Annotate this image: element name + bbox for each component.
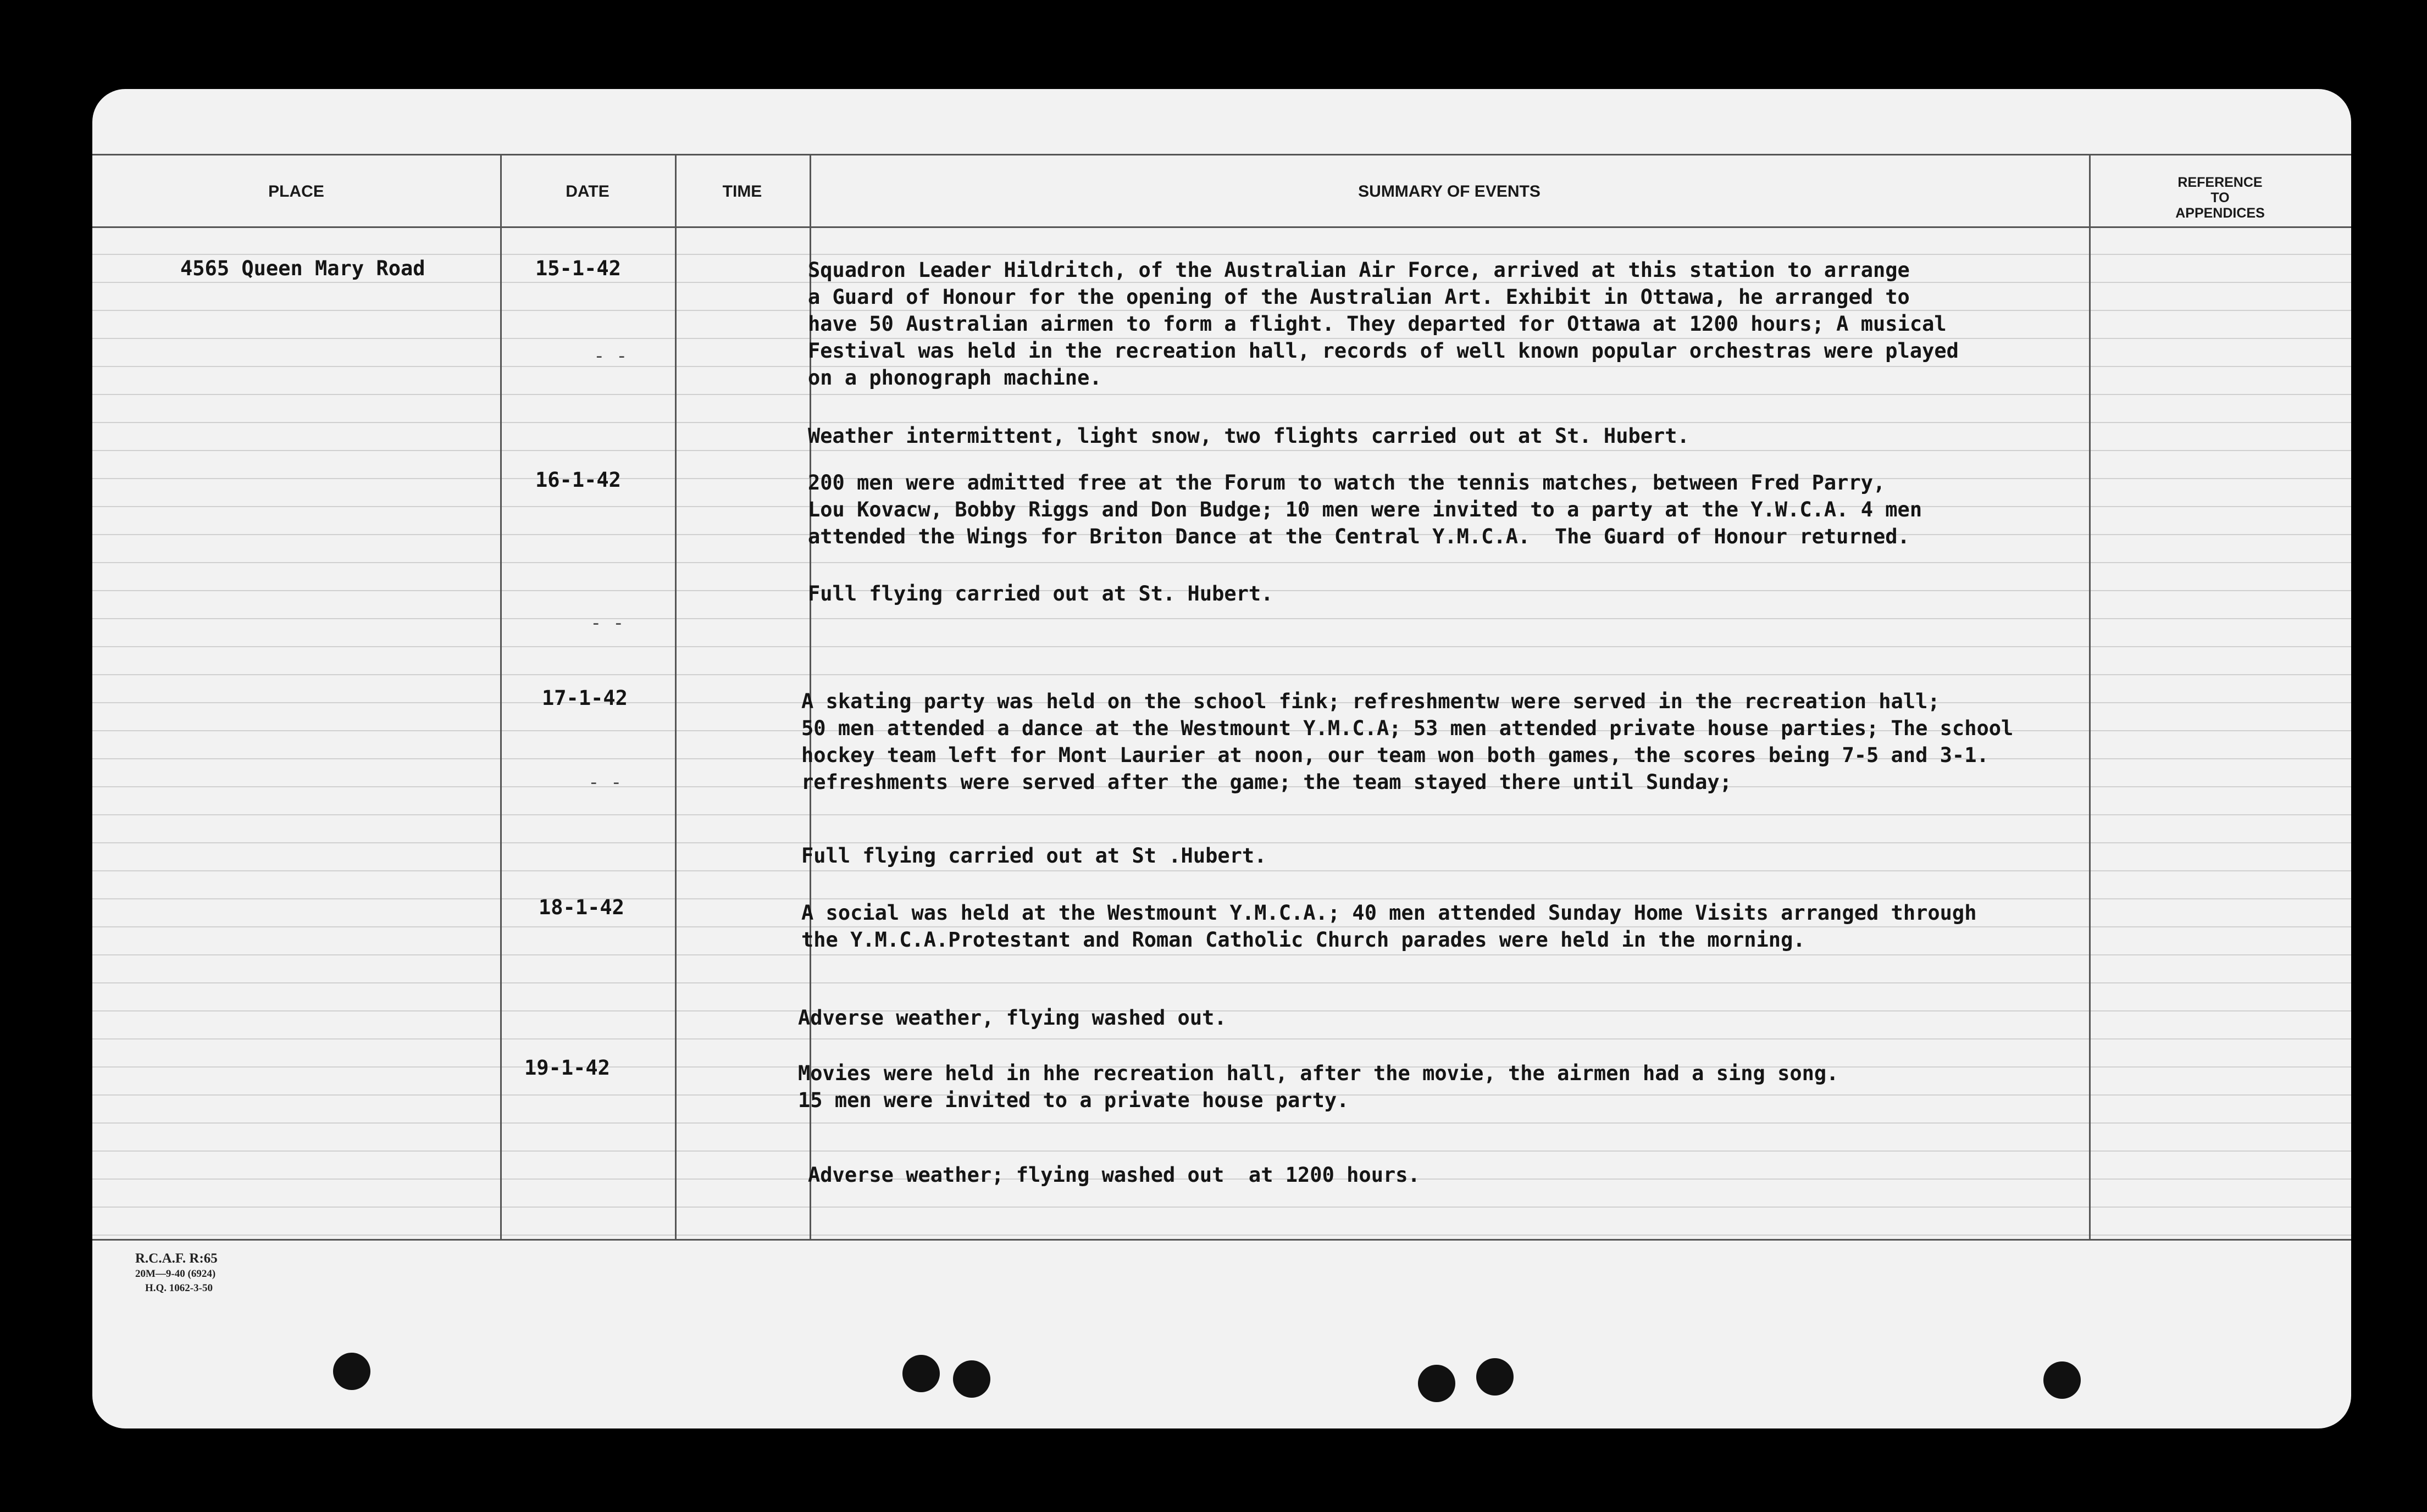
ruled-line xyxy=(92,1150,2351,1152)
ruled-line xyxy=(92,1038,2351,1040)
header-place: PLACE xyxy=(268,182,324,201)
form-card xyxy=(92,89,2351,1428)
ruled-line xyxy=(92,1235,2351,1236)
ruled-line xyxy=(92,1207,2351,1208)
summary-line: Lou Kovacw, Bobby Riggs and Don Budge; 10 men were invited to a party at the Y.W.C.A. 4 men xyxy=(808,498,1922,521)
ruled-line xyxy=(92,562,2351,563)
header-reference xyxy=(2089,175,2351,221)
ruled-line xyxy=(92,954,2351,955)
header-date: DATE xyxy=(566,182,609,201)
date-entry: 17-1-42 xyxy=(542,686,628,710)
ruled-line xyxy=(92,898,2351,899)
punch-hole xyxy=(2043,1361,2081,1399)
column-divider-place-date xyxy=(500,154,502,1239)
ruled-line xyxy=(92,618,2351,619)
header-reference-line-3: APPENDICES xyxy=(2175,205,2265,221)
header-bottom-rule xyxy=(92,226,2351,228)
footer-rule xyxy=(92,1239,2351,1241)
ruled-line xyxy=(92,842,2351,843)
punch-hole xyxy=(953,1360,990,1398)
ruled-line xyxy=(92,254,2351,255)
form-print-code: 20M—9-40 (6924) xyxy=(135,1268,216,1280)
ruled-line xyxy=(92,366,2351,367)
summary-line: Squadron Leader Hildritch, of the Australian Air Force, arrived at this station to arrange xyxy=(808,258,1910,282)
dash-mark: - - xyxy=(594,345,628,367)
ruled-line xyxy=(92,814,2351,815)
summary-line: Weather intermittent, light snow, two flights carried out at St. Hubert. xyxy=(808,424,1689,448)
summary-line: a Guard of Honour for the opening of the Australian Art. Exhibit in Ottawa, he arranged to xyxy=(808,285,1910,309)
date-entry: 16-1-42 xyxy=(535,468,621,492)
summary-line: the Y.M.C.A.Protestant and Roman Catholic Church parades were held in the morning. xyxy=(801,928,1805,952)
ruled-line xyxy=(92,646,2351,647)
place-entry: 4565 Queen Mary Road xyxy=(180,257,425,280)
ruled-line xyxy=(92,1122,2351,1124)
form-hq-code: H.Q. 1062-3-50 xyxy=(145,1282,213,1294)
column-divider-date-time xyxy=(675,154,677,1239)
date-entry: 19-1-42 xyxy=(524,1056,610,1080)
summary-line: Festival was held in the recreation hall, records of well known popular orchestras were played xyxy=(808,339,1959,363)
dash-mark: - - xyxy=(590,612,624,634)
summary-line: 15 men were invited to a private house party. xyxy=(798,1088,1349,1112)
header-time: TIME xyxy=(722,182,762,201)
summary-line: refreshments were served after the game; the team stayed there until Sunday; xyxy=(801,770,1732,794)
ruled-line xyxy=(92,282,2351,283)
summary-line: have 50 Australian airmen to form a flight. They departed for Ottawa at 1200 hours; A musical xyxy=(808,312,1947,336)
column-divider-summary-reference xyxy=(2089,154,2091,1239)
punch-hole xyxy=(902,1355,940,1392)
header-reference-line-1: REFERENCE xyxy=(2177,175,2263,190)
ruled-line xyxy=(92,870,2351,871)
summary-line: hockey team left for Mont Laurier at noon, our team won both games, the scores being 7-5 and 3-1. xyxy=(801,743,1989,767)
header-summary: SUMMARY OF EVENTS xyxy=(1358,182,1541,201)
ruled-line xyxy=(92,926,2351,927)
punch-hole xyxy=(333,1353,370,1390)
summary-line: Full flying carried out at St .Hubert. xyxy=(801,844,1267,868)
ruled-line xyxy=(92,394,2351,395)
date-entry: 18-1-42 xyxy=(539,896,624,919)
ruled-line xyxy=(92,674,2351,675)
summary-line: A skating party was held on the school fink; refreshmentw were served in the recreation hall; xyxy=(801,690,1940,713)
header-top-rule xyxy=(92,154,2351,155)
summary-line: attended the Wings for Briton Dance at the Central Y.M.C.A. The Guard of Honour returned. xyxy=(808,525,1910,548)
summary-line: A social was held at the Westmount Y.M.C.A.; 40 men attended Sunday Home Visits arranged through xyxy=(801,901,1977,925)
summary-line: Adverse weather, flying washed out. xyxy=(798,1006,1227,1030)
summary-line: Full flying carried out at St. Hubert. xyxy=(808,582,1273,605)
summary-line: on a phonograph machine. xyxy=(808,366,1102,390)
ruled-line xyxy=(92,422,2351,423)
dash-mark: - - xyxy=(588,771,622,793)
punch-hole xyxy=(1418,1365,1455,1402)
ruled-line xyxy=(92,310,2351,311)
summary-line: 50 men attended a dance at the Westmount Y.M.C.A; 53 men attended private house parties; The school xyxy=(801,716,2014,740)
punch-hole xyxy=(1476,1358,1514,1396)
summary-line: Adverse weather; flying washed out at 1200 hours. xyxy=(808,1163,1420,1187)
header-reference-line-2: TO xyxy=(2210,190,2230,205)
ruled-line xyxy=(92,450,2351,451)
summary-line: Movies were held in hhe recreation hall, after the movie, the airmen had a sing song. xyxy=(798,1061,1839,1085)
date-entry: 15-1-42 xyxy=(535,257,621,280)
form-number: R.C.A.F. R:65 xyxy=(135,1251,218,1266)
summary-line: 200 men were admitted free at the Forum to watch the tennis matches, between Fred Parry, xyxy=(808,471,1886,494)
ruled-line xyxy=(92,982,2351,983)
